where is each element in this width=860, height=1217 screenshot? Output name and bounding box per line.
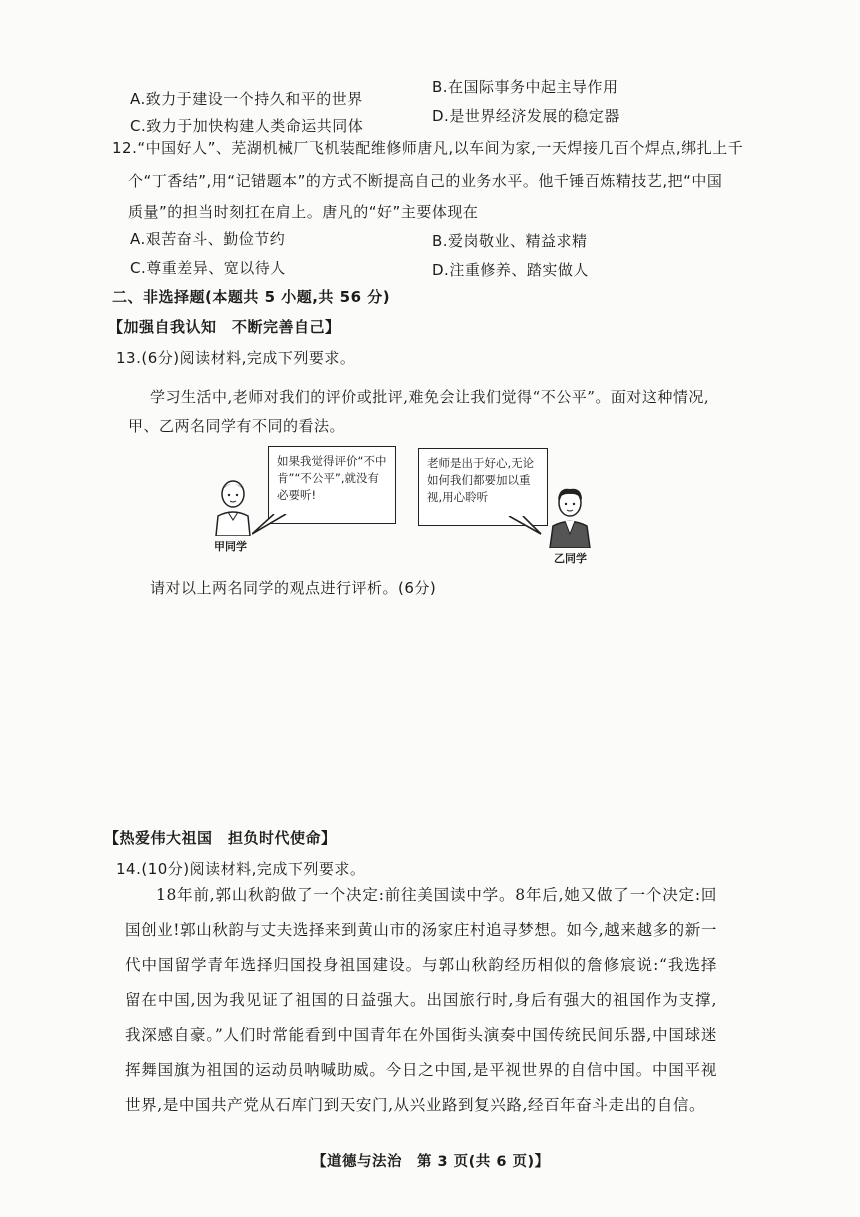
- student-b-illustration: [545, 486, 595, 548]
- q13-figure: [200, 440, 620, 570]
- page-footer: 【道德与法治 第 3 页(共 6 页)】: [312, 1154, 550, 1170]
- section-title: 二、非选择题(本题共 5 小题,共 56 分): [112, 288, 391, 306]
- speech-bubble-right-text: 老师是出于好心,无论如何我们都要加以重视,用心聆听: [427, 456, 535, 504]
- student-a-label: 甲同学: [214, 540, 247, 553]
- q12-stem-line2: 个“丁香结”,用“记错题本”的方式不断提高自己的业务水平。他千锤百炼精技艺,把“中国: [128, 172, 723, 190]
- unit-title-2: 【热爱伟大祖国 担负时代使命】: [104, 829, 337, 847]
- bubble-tail-left: [252, 514, 292, 536]
- q13-material-line2: 甲、乙两名同学有不同的看法。: [128, 417, 346, 435]
- q12-stem-line3: 质量”的担当时刻扛在肩上。唐凡的“好”主要体现在: [128, 203, 479, 221]
- q14-stem: 14.(10分)阅读材料,完成下列要求。: [116, 860, 366, 878]
- q12-option-b: B.爱岗敬业、精益求精: [432, 232, 588, 250]
- speech-bubble-right: [418, 448, 548, 526]
- student-a-illustration: [210, 478, 256, 536]
- q11-option-d: D.是世界经济发展的稳定器: [432, 107, 620, 125]
- q12-option-a: A.艰苦奋斗、勤俭节约: [130, 230, 286, 248]
- q12-stem-line1: 12.“中国好人”、芜湖机械厂飞机装配维修师唐凡,以车间为家,一天焊接几百个焊点,绑扎上千: [112, 139, 744, 157]
- q11-option-b: B.在国际事务中起主导作用: [432, 78, 619, 96]
- q14-material: 18年前,郭山秋韵做了一个决定:前往美国读中学。8年后,她又做了一个决定:回国创业!郭山秋韵与丈夫选择来到黄山市的汤家庄村追寻梦想。如今,越来越多的新一代中国留学青年选择归国投身祖国建设。与郭山秋韵经历相似的詹修宸说:“我选择留在中国,因为我见证了祖国的日益强大。出国旅行时,身后有强大的祖国作为支撑,我深感自豪。”人们时常能看到中国青年在外国街头演奏中国传统民间乐器,中国球迷挥舞国旗为祖国的运动员呐喊助威。今日之中国,是平视世界的自信中国。中国平视世界,是中国共产党从石库门到天安门,从兴业路到复兴路,经百年奋斗走出的自信。: [125, 886, 717, 1114]
- answer-space: [110, 610, 730, 815]
- unit-title-1: 【加强自我认知 不断完善自己】: [108, 318, 341, 336]
- speech-bubble-left: [268, 446, 396, 524]
- q12-option-d: D.注重修养、踏实做人: [432, 261, 589, 279]
- q11-option-c: C.致力于加快构建人类命运共同体: [130, 117, 364, 135]
- q12-option-c: C.尊重差异、宽以待人: [130, 259, 286, 277]
- bubble-tail-right: [505, 516, 545, 538]
- student-b-label: 乙同学: [554, 552, 587, 565]
- q13-material-line1: 学习生活中,老师对我们的评价或批评,难免会让我们觉得“不公平”。面对这种情况,: [150, 388, 710, 406]
- q13-question: 请对以上两名同学的观点进行评析。(6分): [150, 579, 437, 597]
- q13-stem: 13.(6分)阅读材料,完成下列要求。: [116, 349, 356, 367]
- speech-bubble-left-text: 如果我觉得评价“不中肯”“不公平”,就没有必要听!: [277, 454, 387, 502]
- q11-option-a: A.致力于建设一个持久和平的世界: [130, 90, 363, 108]
